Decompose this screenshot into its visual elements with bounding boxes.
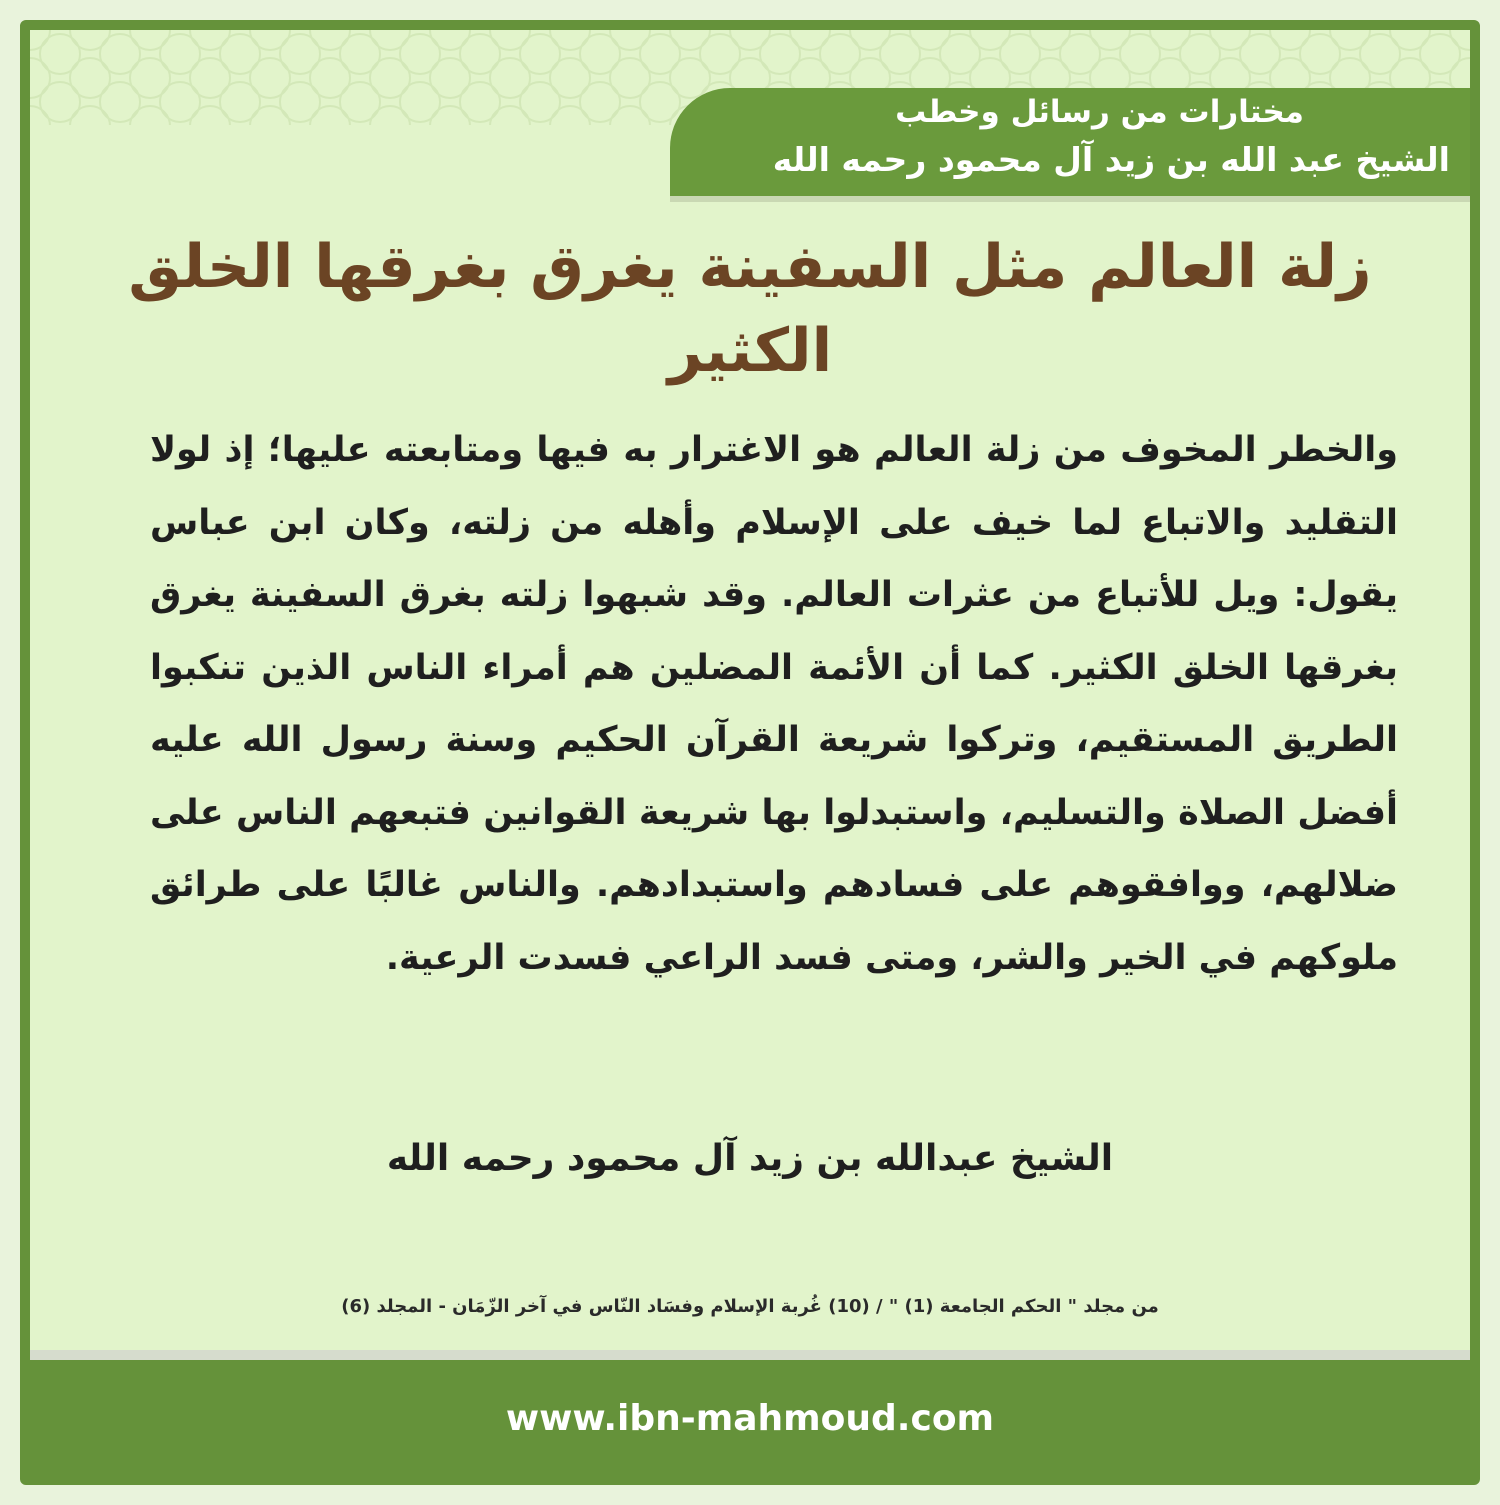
footer-divider [30,1350,1470,1360]
website-link[interactable]: www.ibn-mahmoud.com [505,1398,995,1439]
series-title: مختارات من رسائل وخطب [895,94,1304,130]
article-body: والخطر المخوف من زلة العالم هو الاغترار به فيها ومتابعته عليها؛ إذ لولا التقليد والاتباع لما خيف على الإسلام وأهله من زلته، وكان ابن عباس يقول: ويل للأتباع من عثرات العالم. وقد شبهوا زلته بغرق السفينة يغرق بغرقها الخلق الكثير. كما أن الأئمة المضلين هم أمراء الناس الذين تنكبوا الطريق المستقيم، وتركوا شريعة القرآن الحكيم وسنة رسول الله عليه أفضل الصلاة والتسليم، واستبدلوا بها شريعة القوانين فتبعهم الناس على ضلالهم، ووافقوهم على فسادهم واستبدادهم. والناس غالبًا على طرائق ملوكهم في الخير والشر، ومتى فسد الراعي فسدت الرعية. [150,430,1398,978]
content-frame [20,20,1480,1485]
header-band [670,88,1470,196]
author-signature: الشيخ عبدالله بن زيد آل محمود رحمه الله [386,1138,1114,1179]
sheikh-name-header: الشيخ عبد الله بن زيد آل محمود رحمه الله [772,140,1450,179]
source-reference: من مجلد " الحكم الجامعة (1) " / (10) غُربة الإسلام وفسَاد النّاس في آخر الزّمَان - المجلد (6) [341,1296,1159,1317]
article-title: زلة العالم مثل السفينة يغرق بغرقها الخلق الكثير [128,232,1372,386]
footer-bar [30,1360,1470,1475]
